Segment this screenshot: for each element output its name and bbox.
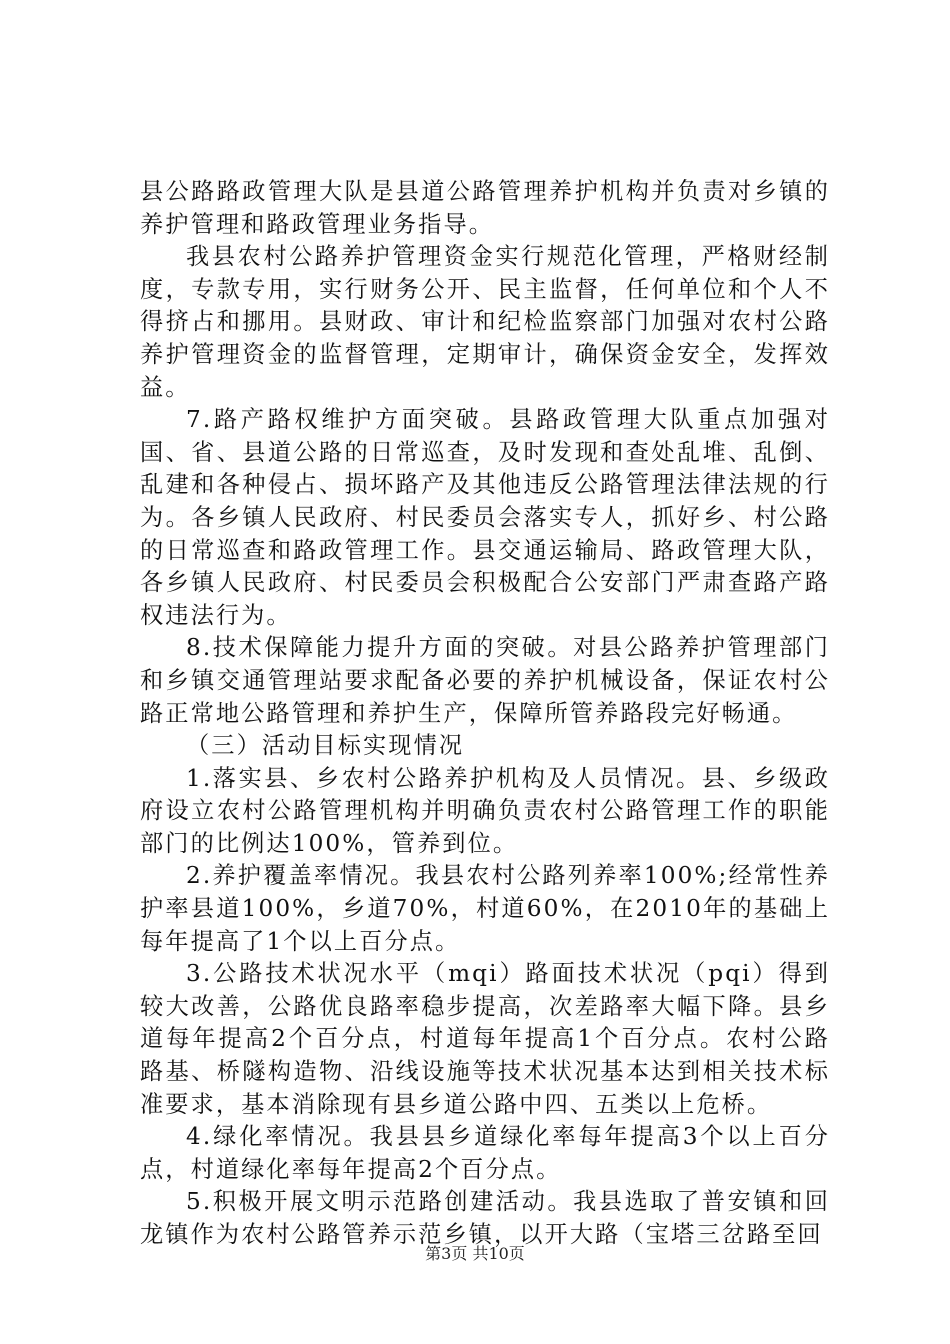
page-number-footer: 第3页 共10页 [425,1244,525,1263]
paragraph-6: 2.养护覆盖率情况。我县农村公路列养率100%;经常性养护率县道100%，乡道70%，村道60%，在2010年的基础上每年提高了1个以上百分点。 [140,862,830,955]
paragraph-8: 4.绿化率情况。我县县乡道绿化率每年提高3个以上百分点，村道绿化率每年提高2个百分点。 [140,1123,830,1183]
paragraph-2: 我县农村公路养护管理资金实行规范化管理，严格财经制度，专款专用，实行财务公开、民主监督，任何单位和个人不得挤占和挪用。县财政、审计和纪检监察部门加强对农村公路养护管理资金的监督管理，定期审计，确保资金安全，发挥效益。 [140,243,830,401]
paragraph-3: 7.路产路权维护方面突破。县路政管理大队重点加强对国、省、县道公路的日常巡查，及时发现和查处乱堆、乱倒、乱建和各种侵占、损坏路产及其他违反公路管理法律法规的行为。各乡镇人民政府、村民委员会落实专人，抓好乡、村公路的日常巡查和路政管理工作。县交通运输局、路政管理大队，各乡镇人民政府、村民委员会积极配合公安部门严肃查路产路权违法行为。 [140,406,830,629]
paragraph-4: 8.技术保障能力提升方面的突破。对县公路养护管理部门和乡镇交通管理站要求配备必要的养护机械设备，保证农村公路正常地公路管理和养护生产，保障所管养路段完好畅通。 [140,634,830,727]
paragraph-9: 5.积极开展文明示范路创建活动。我县选取了普安镇和回龙镇作为农村公路管养示范乡镇，以开大路（宝塔三岔路至回 [140,1188,830,1248]
section-heading: （三）活动目标实现情况 [186,732,465,760]
paragraph-1: 县公路路政管理大队是县道公路管理养护机构并负责对乡镇的养护管理和路政管理业务指导。 [140,178,830,238]
paragraph-5: 1.落实县、乡农村公路养护机构及人员情况。县、乡级政府设立农村公路管理机构并明确负责农村公路管理工作的职能部门的比例达100%，管养到位。 [140,764,830,857]
document-body [140,176,830,1252]
paragraph-7: 3.公路技术状况水平（mqi）路面技术状况（pqi）得到较大改善，公路优良路率稳步提高，次差路率大幅下降。县乡道每年提高2个百分点，村道每年提高1个百分点。农村公路路基、桥隧构造物、沿线设施等技术状况基本达到相关技术标准要求，基本消除现有县乡道公路中四、五类以上危桥。 [140,960,830,1118]
